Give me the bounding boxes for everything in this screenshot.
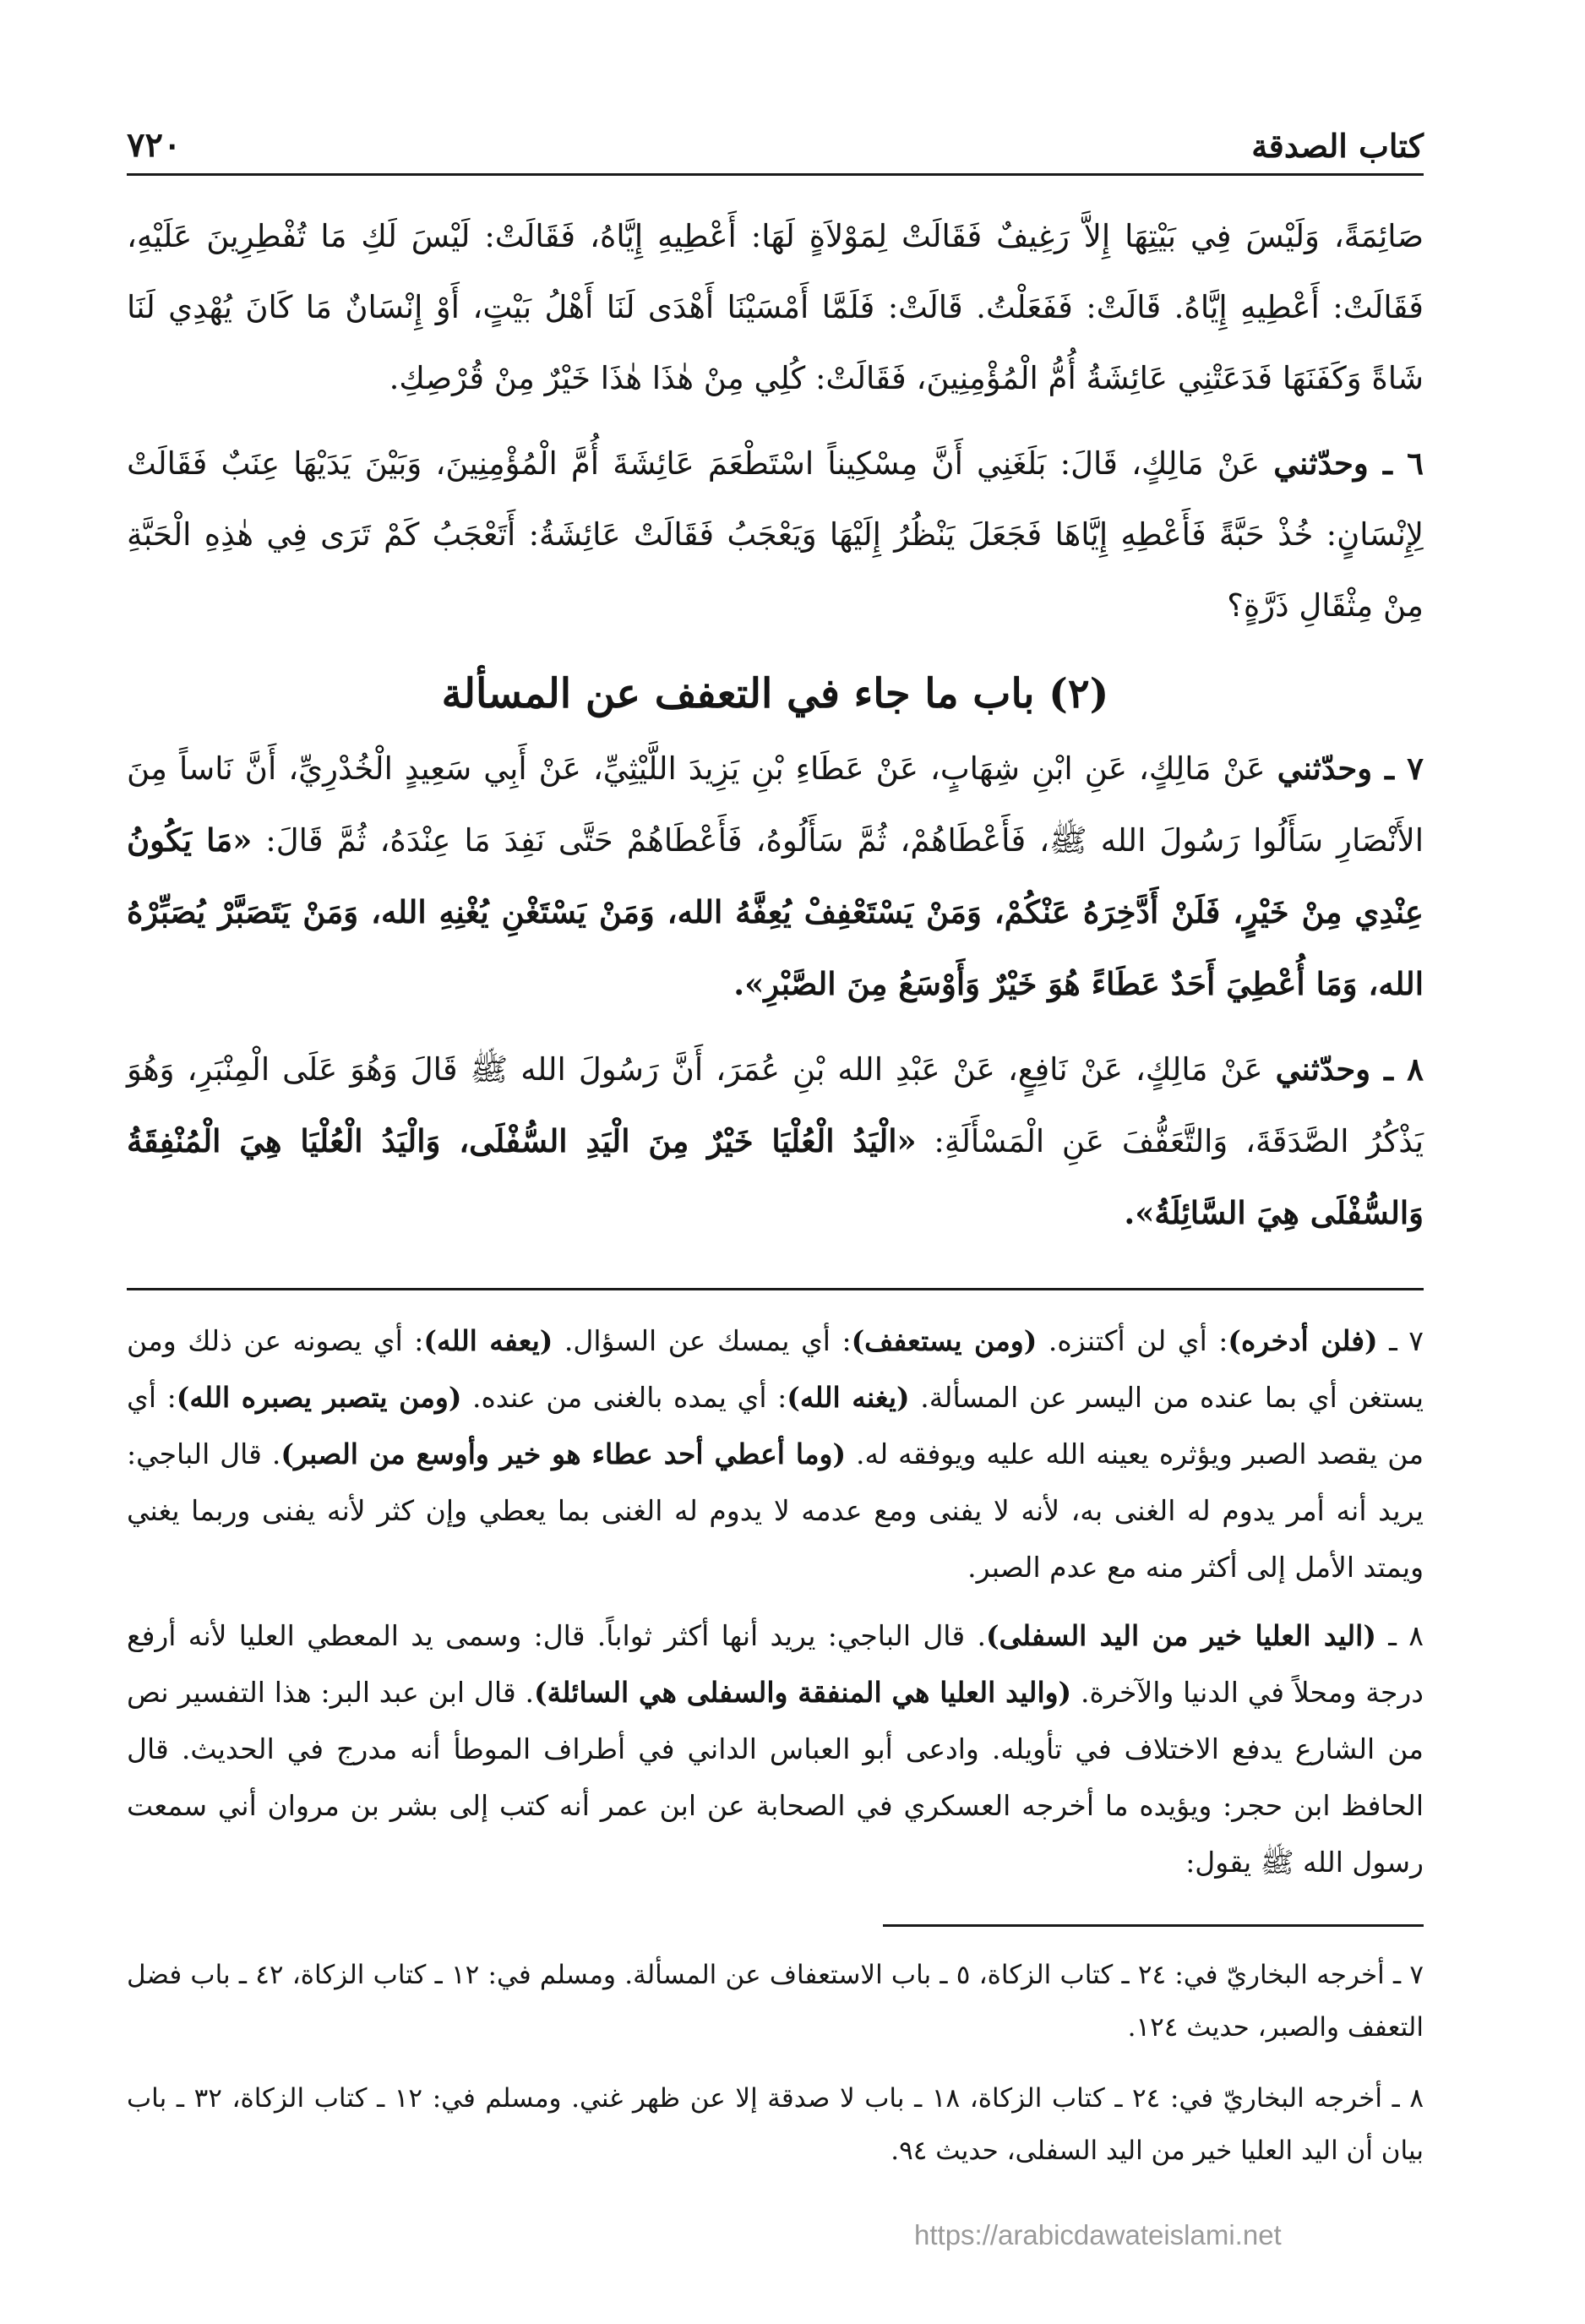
watermark: https://arabicdawateislami.net <box>914 2219 1282 2250</box>
reference-8: ٨ ـ أخرجه البخاريّ في: ٢٤ ـ كتاب الزكاة، ١٨ ـ باب لا صدقة إلا عن ظهر غني. ومسلم في: ١٢ ـ كتاب الزكاة، ٣٢ ـ باب بيان أن اليد العليا خير من اليد السفلى، حديث ٩٤. <box>127 2083 1424 2166</box>
commentary-divider <box>127 1288 1424 1290</box>
chapter-heading: (٢) باب ما جاء في التعفف عن المسألة <box>441 670 1109 717</box>
commentary-8-text-1: . قال الباجي: يريد أنها أكثر ثواباً. قال: وسمى يد المعطي العليا لأنه أرفع درجة ومحلاً في الدنيا والآخرة. <box>127 1619 1424 1709</box>
commentary-8-term-1: (اليد العليا خير من اليد السفلى) <box>985 1619 1376 1652</box>
hadith-7-quote: «مَا يَكُونُ عِنْدِي مِنْ خَيْرٍ، فَلَنْ أَدَّخِرَهُ عَنْكُمْ، وَمَنْ يَسْتَعْفِفْ يُعِفَّهُ الله، وَمَنْ يَسْتَغْنِ يُغْنِهِ الله، وَمَنْ يَتَصَبَّرْ يُصَبِّرْهُ الله، وَمَا أُعْطِيَ أَحَدٌ عَطَاءً هُوَ خَيْرٌ وَأَوْسَعُ مِنَ الصَّبْرِ». <box>127 821 1424 1002</box>
running-title: كتاب الصدقة <box>1251 127 1424 165</box>
commentary-7-number: ٧ ـ <box>1377 1324 1424 1357</box>
commentary <box>127 1312 1424 1890</box>
hadith-7-lead: ٧ ـ وحدّثني <box>1277 750 1424 787</box>
hadith-8-lead: ٨ ـ وحدّثني <box>1275 1050 1424 1088</box>
reference-7: ٧ ـ أخرجه البخاريّ في: ٢٤ ـ كتاب الزكاة، ٥ ـ باب الاستعفاف عن المسألة. ومسلم في: ١٢ ـ كتاب الزكاة، ٤٢ ـ باب فضل التعفف والصبر، حديث ١٢٤. <box>127 1960 1424 2043</box>
commentary-7 <box>127 1312 1424 1596</box>
commentary-7-text-2: : أي يمسك عن السؤال. <box>553 1324 852 1357</box>
paragraph-continuation: صَائِمَةً، وَلَيْسَ فِي بَيْتِهَا إِلاَّ رَغِيفٌ فَقَالَتْ لِمَوْلاَةٍ لَهَا: أَعْطِيهِ إِيَّاهُ، فَقَالَتْ: لَيْسَ لَكِ مَا تُفْطِرِينَ عَلَيْهِ، فَقَالَتْ: أَعْطِيهِ إِيَّاهُ. قَالَتْ: فَفَعَلْتُ. قَالَتْ: فَلَمَّا أَمْسَيْنَا أَهْدَى لَنَا أَهْلُ بَيْتٍ، أَوْ إِنْسَانٌ مَا كَانَ يُهْدِي لَنَا شَاةً وَكَفَنَهَا فَدَعَتْنِي عَائِشَةُ أُمُّ الْمُؤْمِنِينَ، فَقَالَتْ: كُلِي مِنْ هٰذَا هٰذَا خَيْرٌ مِنْ قُرْصِكِ. <box>127 218 1424 396</box>
commentary-7-term-5: (ومن يتصبر يصبره الله) <box>176 1381 462 1414</box>
references-divider <box>883 1924 1424 1927</box>
commentary-8-term-2: (واليد العليا هي المنفقة والسفلى هي السائلة) <box>534 1676 1072 1709</box>
book-page <box>127 108 1424 2272</box>
hadith-7-chain: عَنْ مَالِكٍ، عَنِ ابْنِ شِهَابٍ، عَنْ عَطَاءِ بْنِ يَزِيدَ اللَّيْثِيِّ، عَنْ أَبِي سَعِيدٍ الْخُدْرِيِّ، أَنَّ نَاساً مِنَ الأَنْصَارِ سَأَلُوا رَسُولَ الله ﷺ، فَأَعْطَاهُمْ، ثُمَّ سَأَلُوهُ، فَأَعْطَاهُمْ حَتَّى نَفِدَ مَا عِنْدَهُ، ثُمَّ قَالَ: <box>127 750 1424 859</box>
hadith-6-lead: ٦ ـ وحدّثني <box>1273 445 1424 482</box>
hadith-6-text: عَنْ مَالِكٍ، قَالَ: بَلَغَنِي أَنَّ مِسْكِيناً اسْتَطْعَمَ عَائِشَةَ أُمَّ الْمُؤْمِنِينَ، وَبَيْنَ يَدَيْهَا عِنَبٌ فَقَالَتْ لِإِنْسَانٍ: خُذْ حَبَّةً فَأَعْطِهِ إِيَّاهَا فَجَعَلَ يَنْظُرُ إِلَيْهَا وَيَعْجَبُ فَقَالَتْ عَائِشَةُ: أَتَعْجَبُ كَمْ تَرَى فِي هٰذِهِ الْحَبَّةِ مِنْ مِثْقَالِ ذَرَّةٍ؟ <box>127 445 1424 624</box>
commentary-7-term-3: (يعفه الله) <box>423 1324 553 1357</box>
commentary-7-text-5: : أي من يقصد الصبر ويؤثره يعينه الله عليه ويوفقه له. <box>127 1381 1424 1470</box>
commentary-7-text-4: : أي يمده بالغنى من عنده. <box>461 1381 787 1414</box>
page-header <box>127 108 1424 176</box>
main-text <box>127 201 1424 1249</box>
references <box>127 1949 1424 2177</box>
commentary-7-term-2: (ومن يستعفف) <box>851 1324 1038 1357</box>
hadith-8 <box>127 1034 1424 1249</box>
commentary-8 <box>127 1607 1424 1890</box>
hadith-7 <box>127 733 1424 1020</box>
commentary-7-term-6: (وما أعطي أحد عطاء هو خير وأوسع من الصبر) <box>281 1437 847 1470</box>
hadith-8-chain: عَنْ مَالِكٍ، عَنْ نَافِعٍ، عَنْ عَبْدِ الله بْنِ عُمَرَ، أَنَّ رَسُولَ الله ﷺ قَالَ وَهُوَ عَلَى الْمِنْبَرِ، وَهُوَ يَذْكُرُ الصَّدَقَةَ، وَالتَّعَفُّفَ عَنِ الْمَسْأَلَةِ: <box>127 1051 1424 1159</box>
commentary-8-number: ٨ ـ <box>1375 1619 1424 1652</box>
commentary-8-text-2: . قال ابن عبد البر: هذا التفسير نص من الشارع يدفع الاختلاف في تأويله. وادعى أبو العباس الداني في أطراف الموطأ أنه مدرج في الحديث. قال الحافظ ابن حجر: ويؤيده ما أخرجه العسكري في الصحابة عن ابن عمر أنه كتب إلى بشر بن مروان أني سمعت رسول الله ﷺ يقول: <box>127 1676 1424 1879</box>
hadith-6 <box>127 428 1424 641</box>
commentary-7-text-3: : أي يصونه عن ذلك ومن يستغن أي بما عنده من اليسر عن المسألة. <box>127 1324 1424 1414</box>
commentary-7-text-6: . قال الباجي: يريد أنه أمر يدوم له الغنى به، لأنه لا يفنى ومع عدمه لا يدوم له الغنى بما يعطي وإن كثر لأنه يفنى وربما يغني ويمتد الأمل إلى أكثر منه مع عدم الصبر. <box>127 1437 1424 1584</box>
page-number: ٧٢٠ <box>127 125 182 165</box>
hadith-8-quote: «الْيَدُ الْعُلْيَا خَيْرٌ مِنَ الْيَدِ السُّفْلَى، وَالْيَدُ الْعُلْيَا هِيَ الْمُنْفِقَةُ وَالسُّفْلَى هِيَ السَّائِلَةُ». <box>127 1122 1424 1231</box>
commentary-7-term-1: (فلن أدخره) <box>1228 1324 1378 1357</box>
commentary-7-text-1: : أي لن أكتنزه. <box>1037 1324 1228 1357</box>
commentary-7-term-4: (يغنه الله) <box>787 1381 910 1414</box>
